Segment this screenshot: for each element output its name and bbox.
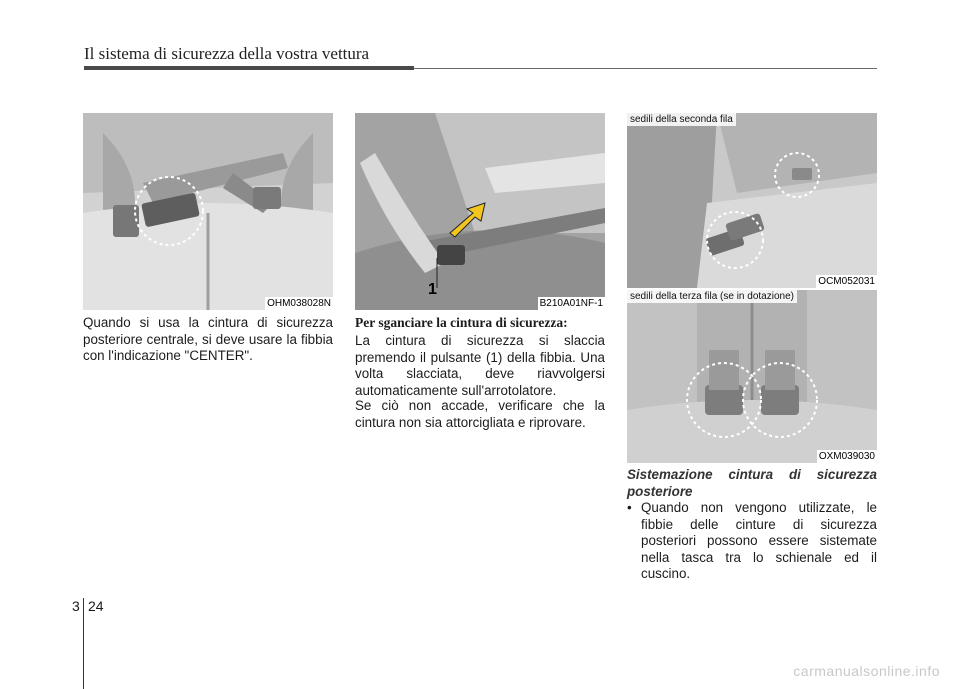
callout-number: 1 bbox=[428, 281, 437, 298]
section-number: 3 bbox=[72, 598, 80, 614]
figure-code: OHM038028N bbox=[267, 298, 331, 309]
page-number: 24 bbox=[88, 598, 104, 614]
seat-belt-center-illustration bbox=[83, 113, 333, 310]
figure-caption: sedili della terza fila (se in dotazione) bbox=[627, 290, 797, 303]
figure-code: B210A01NF-1 bbox=[539, 298, 603, 309]
figure-code: OCM052031 bbox=[818, 276, 875, 287]
storage-heading: Sistemazione cintura di sicurezza posteriore bbox=[627, 467, 877, 499]
third-row-seat-illustration bbox=[627, 290, 877, 463]
header-rule bbox=[84, 66, 414, 70]
bullet-marker: • bbox=[627, 500, 632, 515]
footer-divider bbox=[83, 598, 84, 689]
release-heading: Per sganciare la cintura di sicurezza: bbox=[355, 315, 568, 330]
center-buckle-paragraph: Quando si usa la cintura di sicurezza posteriore centrale, si deve usare la fibbia con l'indicazione "CENTER". bbox=[83, 315, 333, 363]
figure-third-row bbox=[627, 290, 877, 463]
release-paragraph-1: La cintura di sicurezza si slaccia premendo il pulsante (1) della fibbia. Una volta slacciata, deve riavvolgersi automaticamente sull'arrotolatore. bbox=[355, 333, 605, 398]
header-rule-thin bbox=[414, 68, 877, 69]
release-paragraph-2: Se ciò non accade, verificare che la cintura non sia attorcigliata e riprovare. bbox=[355, 398, 605, 430]
figure-release-buckle bbox=[355, 113, 605, 310]
figure-code: OXM039030 bbox=[818, 451, 875, 462]
figure-caption: sedili della seconda fila bbox=[627, 113, 736, 126]
watermark: carmanualsonline.info bbox=[793, 663, 940, 679]
second-row-seat-illustration bbox=[627, 113, 877, 288]
figure-second-row bbox=[627, 113, 877, 288]
figure-center-buckle bbox=[83, 113, 333, 310]
page-header-title: Il sistema di sicurezza della vostra vettura bbox=[84, 44, 370, 63]
release-buckle-illustration bbox=[355, 113, 605, 310]
storage-bullet-text: Quando non vengono utilizzate, le fibbie delle cinture di sicurezza posteriori possono essere sistemate nella tasca tra lo schienale ed il cuscino. bbox=[641, 500, 877, 581]
